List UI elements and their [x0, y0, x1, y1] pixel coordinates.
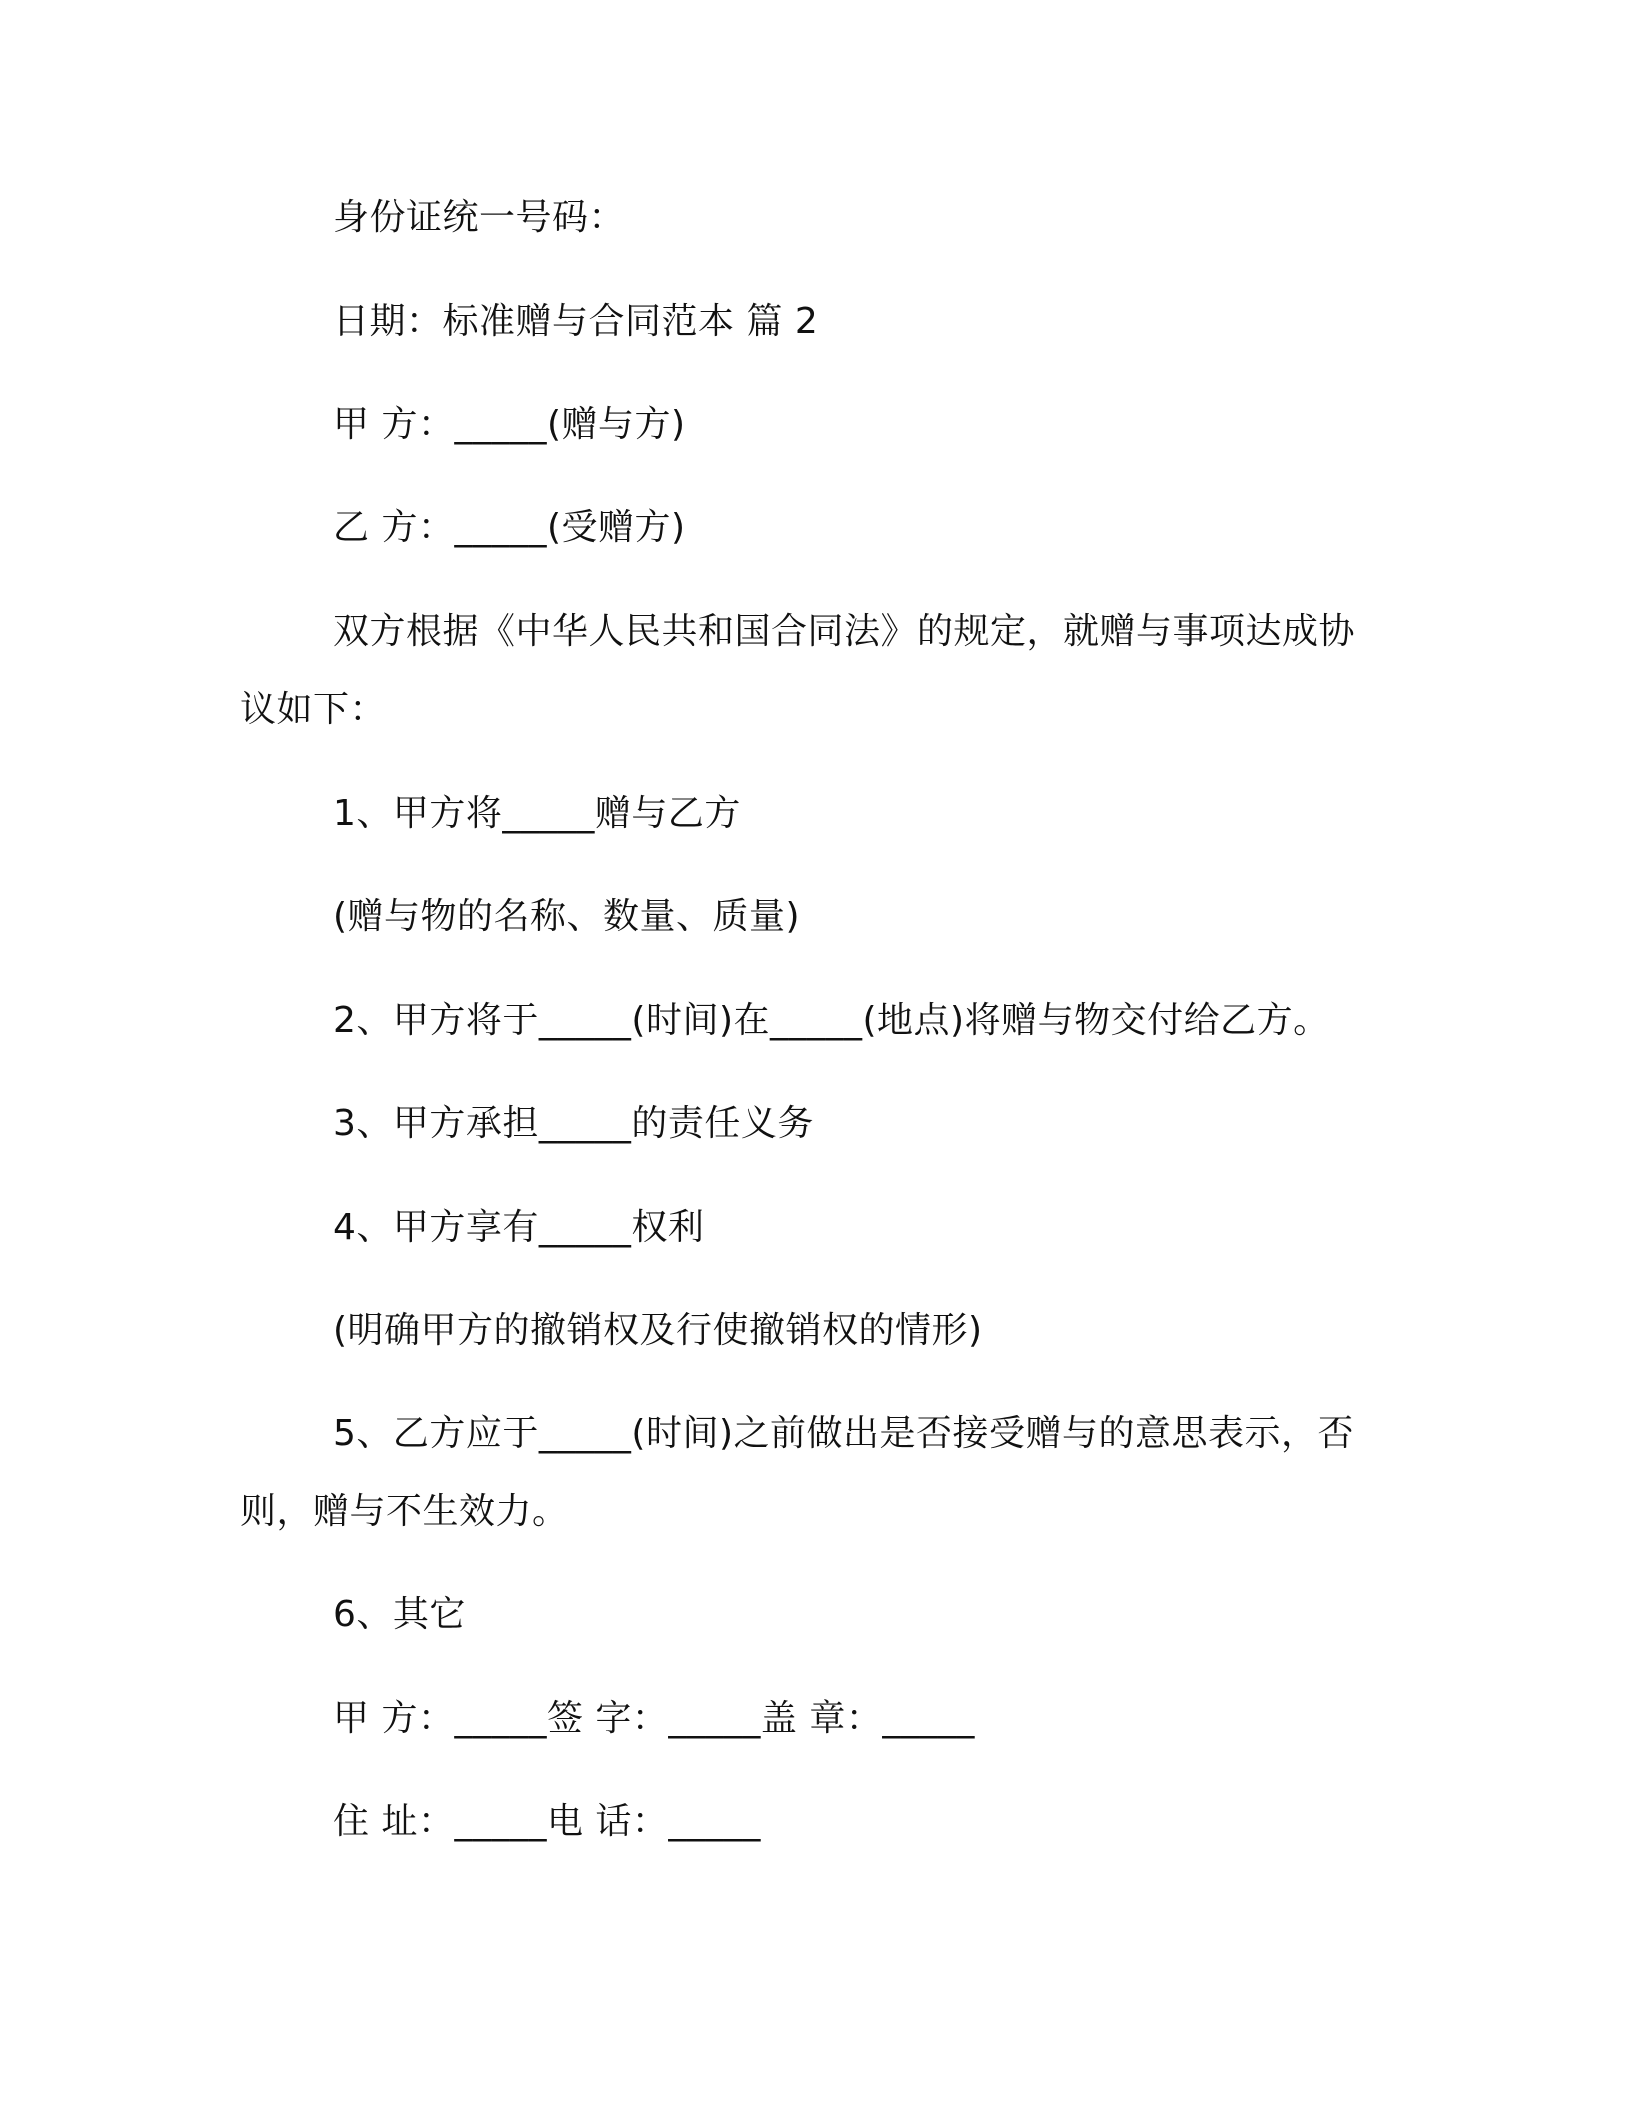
party-b-line: 乙 方：_____(受赠方): [333, 507, 686, 548]
clause-6: 6、其它: [333, 1594, 466, 1635]
clause-1: 1、甲方将_____赠与乙方: [333, 793, 741, 834]
clause-4: 4、甲方享有_____权利: [333, 1207, 705, 1248]
clause-3: 3、甲方承担_____的责任义务: [333, 1103, 814, 1144]
party-a-line: 甲 方：_____(赠与方): [333, 404, 686, 445]
preamble-line-2: 议如下：: [240, 689, 387, 730]
clause-2: 2、甲方将于_____(时间)在_____(地点)将赠与物交付给乙方。: [333, 1000, 1330, 1041]
clause-5-line-2: 则，赠与不生效力。: [240, 1491, 569, 1532]
signature-line: 甲 方：_____签 字：_____盖 章：_____: [333, 1698, 975, 1739]
clause-1-note: (赠与物的名称、数量、质量): [333, 896, 801, 937]
date-title-line: 日期：标准赠与合同范本 篇 2: [333, 301, 819, 342]
clause-5-line-1: 5、乙方应于_____(时间)之前做出是否接受赠与的意思表示，否: [333, 1413, 1354, 1454]
clause-4-note: (明确甲方的撤销权及行使撤销权的情形): [333, 1310, 983, 1351]
preamble-line-1: 双方根据《中华人民共和国合同法》的规定，就赠与事项达成协: [333, 611, 1356, 652]
id-number-line: 身份证统一号码：: [333, 197, 626, 238]
address-phone-line: 住 址：_____电 话：_____: [333, 1801, 761, 1842]
